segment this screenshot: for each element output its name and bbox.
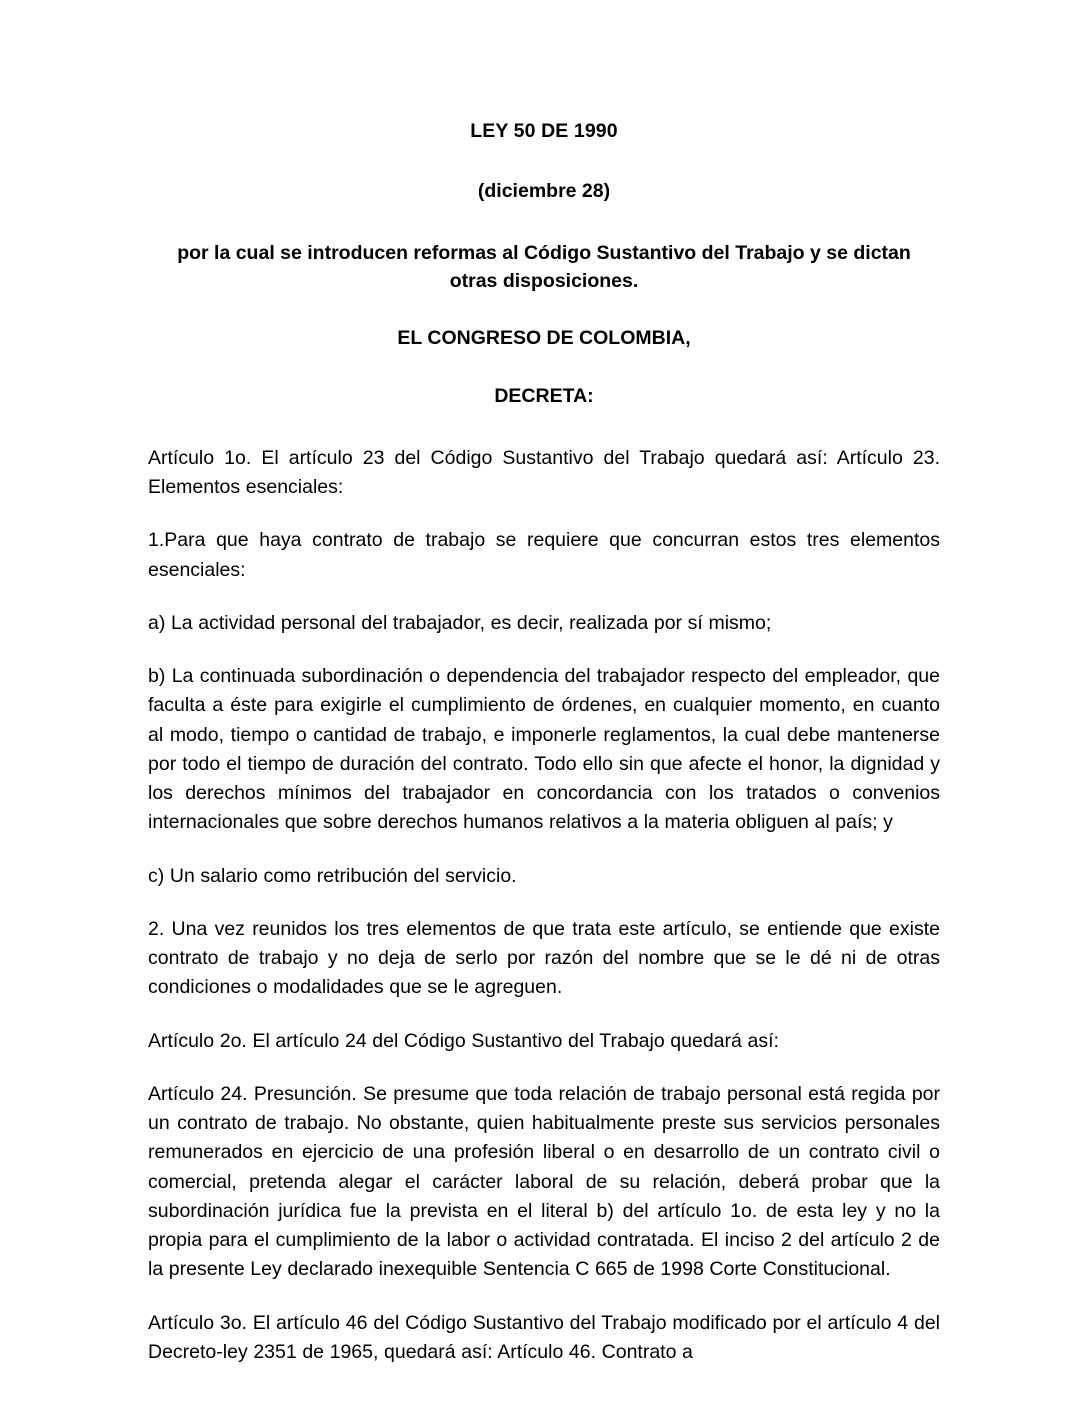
decrees-heading: DECRETA:: [494, 385, 594, 408]
body-paragraph: 2. Una vez reunidos los tres elementos de que trata este artículo, se entiende que existe contrato de trabajo y no deja de serlo por razón del nombre que se le dé ni de otras condiciones o modalidades que se le agreguen.: [148, 917, 940, 999]
issuing-body: EL CONGRESO DE COLOMBIA,: [397, 327, 691, 350]
body-paragraph: 1.Para que haya contrato de trabajo se requiere que concurran estos tres elementos esenciales:: [148, 529, 940, 581]
body-paragraph: Artículo 24. Presunción. Se presume que toda relación de trabajo personal está regida por un contrato de trabajo. No obstante, quien habitualmente preste sus servicios personales remunerados en ejercicio de una profesión liberal o en desarrollo de un contrato civil o comercial, pretenda alegar el carácter laboral de su relación, deberá probar que la subordinación jurídica fue la prevista en el literal b) del artículo 1o. de esta ley y no la propia para el cumplimiento de la labor o actividad contratada. El inciso 2 del artículo 2 de la presente Ley declarado inexequible Sentencia C 665 de 1998 Corte Constitucional.: [148, 1082, 940, 1281]
body-paragraph: b) La continuada subordinación o dependencia del trabajador respecto del empleador, que faculta a éste para exigirle el cumplimiento de órdenes, en cualquier momento, en cuanto al modo, tiempo o cantidad de trabajo, e imponerle reglamentos, la cual debe mantenerse por todo el tiempo de duración del contrato. Todo ello sin que afecte el honor, la dignidad y los derechos mínimos del trabajador en concordancia con los tratados o convenios internacionales que sobre derechos humanos relativos a la materia obliguen al país; y: [148, 665, 940, 834]
body-paragraph: c) Un salario como retribución del servicio.: [148, 864, 517, 887]
body-paragraph: Artículo 3o. El artículo 46 del Código Sustantivo del Trabajo modificado por el artículo 4 del Decreto-ley 2351 de 1965, quedará así: Artículo 46. Contrato a: [148, 1311, 940, 1363]
document-date: (diciembre 28): [477, 180, 611, 203]
body-paragraph: Artículo 2o. El artículo 24 del Código Sustantivo del Trabajo quedará así:: [148, 1029, 779, 1052]
page-title: LEY 50 DE 1990: [470, 120, 618, 142]
document-purpose: por la cual se introducen reformas al Código Sustantivo del Trabajo y se dictan otras disposiciones.: [177, 241, 911, 292]
body-paragraph: a) La actividad personal del trabajador, es decir, realizada por sí mismo;: [148, 611, 772, 634]
body-paragraph: Artículo 1o. El artículo 23 del Código Sustantivo del Trabajo quedará así: Artículo 23. Elementos esenciales:: [148, 446, 940, 499]
